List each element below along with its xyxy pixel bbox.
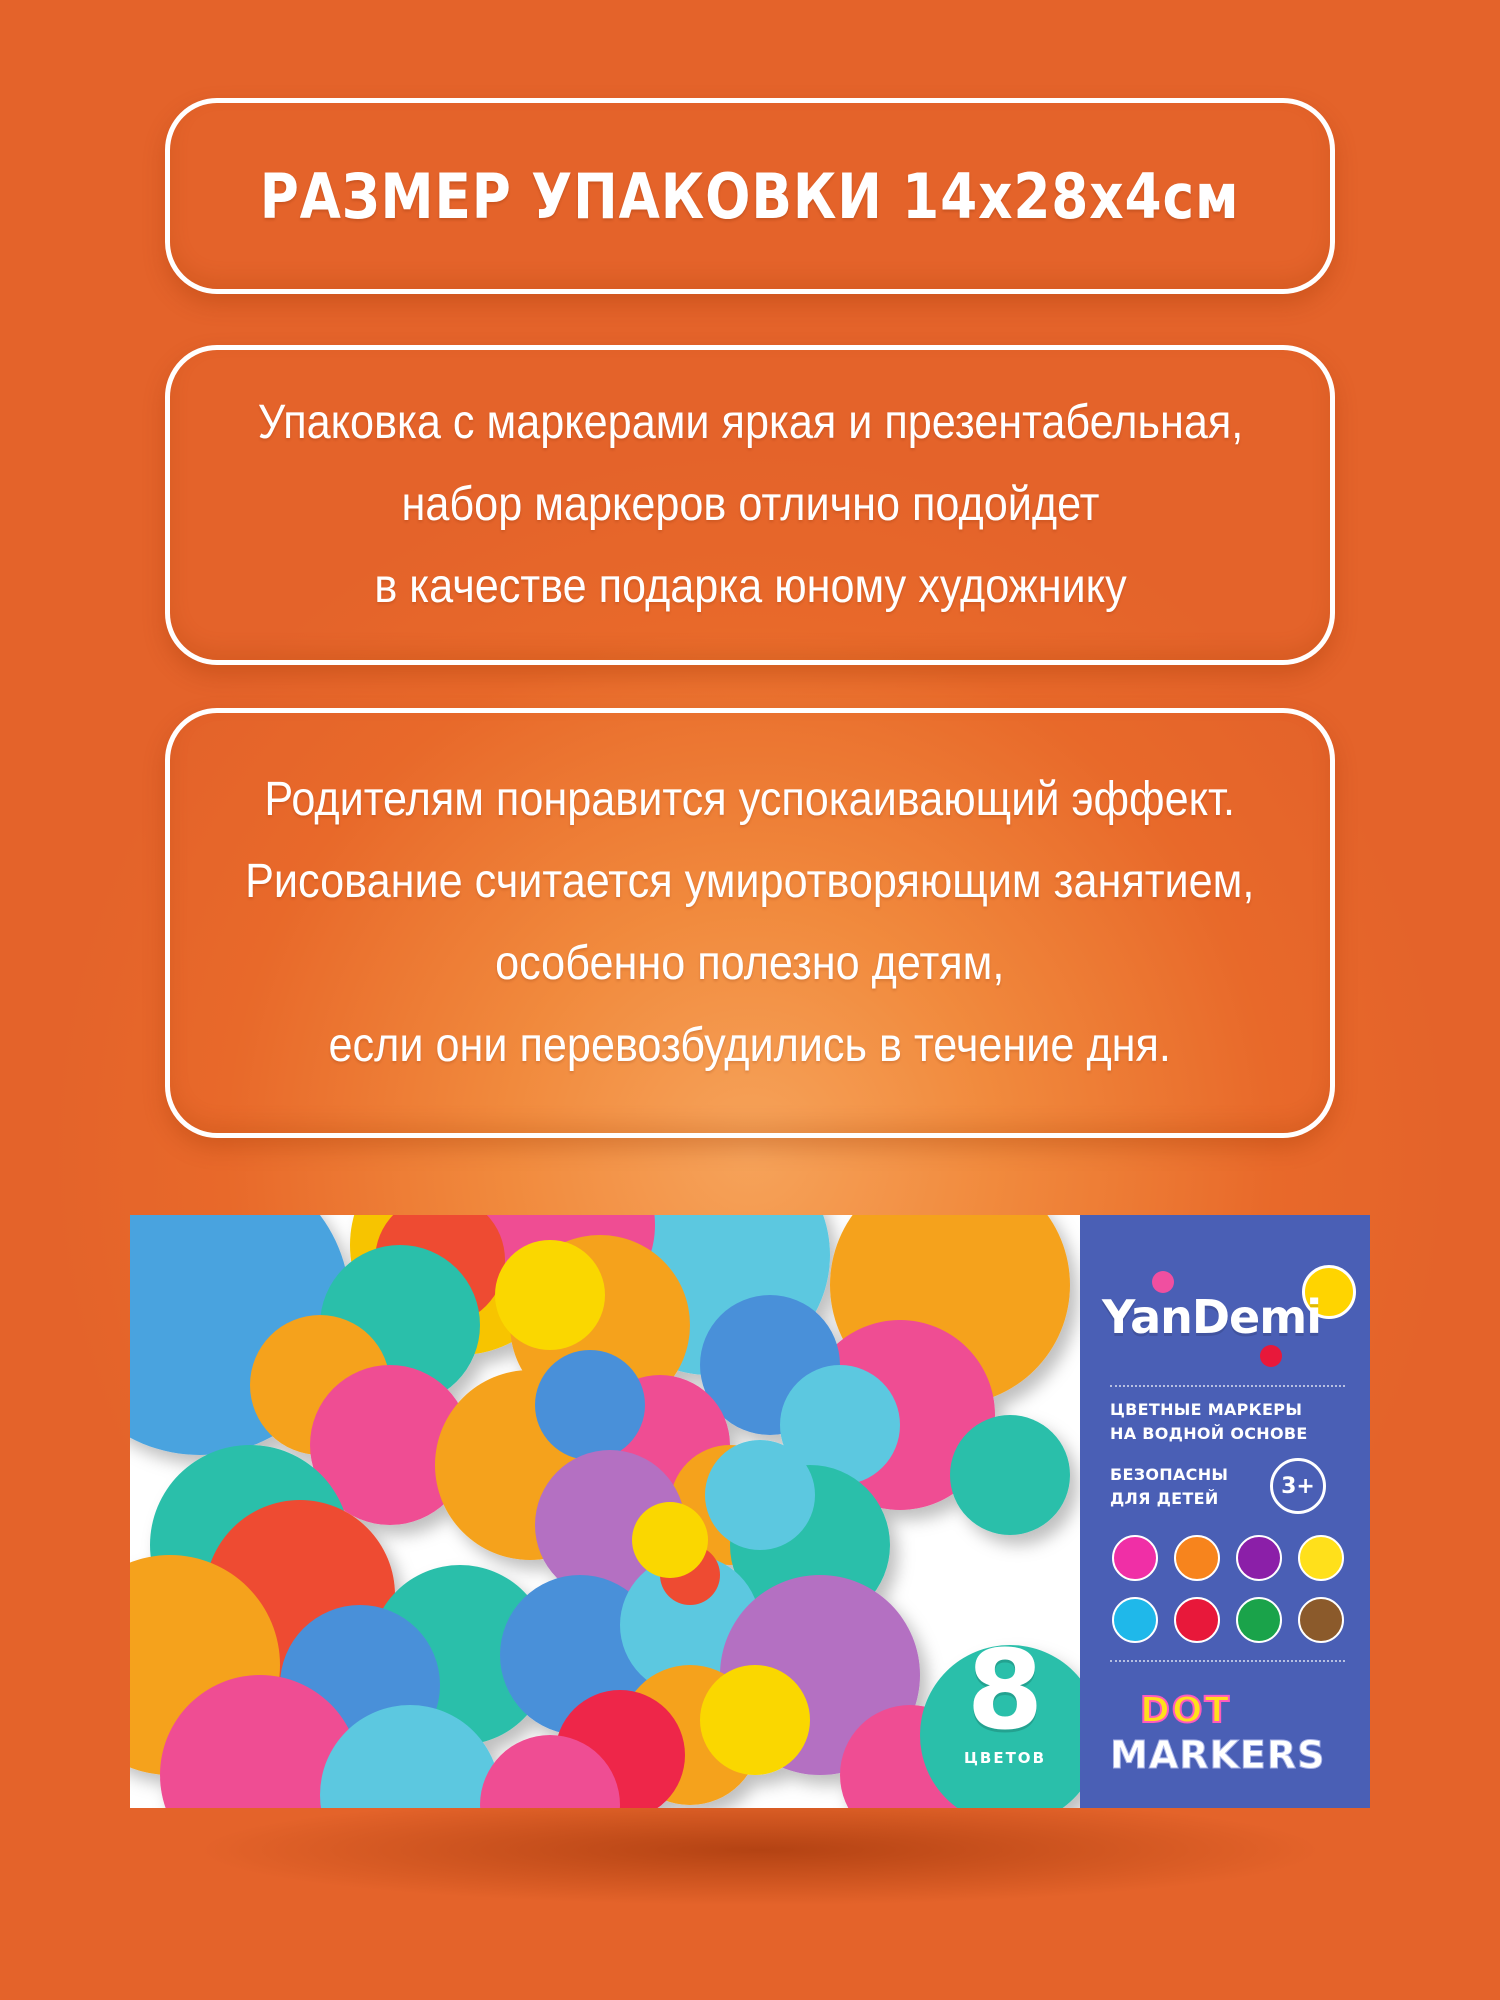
parents-benefit-panel [165,708,1335,1138]
parents-line: если они перевозбудились в течение дня. [328,1019,1172,1072]
divider [1110,1385,1345,1387]
safety-line: БЕЗОПАСНЫ [1110,1465,1229,1484]
box-floor-shadow [150,1790,1370,1910]
age-badge: 3+ [1270,1458,1326,1514]
dot-logo-word: DOT [1140,1690,1232,1731]
swatch-purple [1236,1535,1282,1581]
box-side-panel [1080,1215,1370,1808]
product-subtitle-line: ЦВЕТНЫЕ МАРКЕРЫ [1110,1400,1303,1419]
color-count-word: ЦВЕТОВ [963,1749,1046,1767]
parents-line: особенно полезно детям, [495,937,1005,990]
box-front-artwork [130,1215,1080,1808]
parents-line: Рисование считается умиротворяющим занятием, [245,855,1255,908]
parents-description [189,762,1310,1084]
color-count-number: 8 [966,1626,1044,1754]
swatch-orange [1174,1535,1220,1581]
colorful-circles-illustration [130,1215,1080,1808]
packaging-line: набор маркеров отлично подойдет [401,478,1099,531]
package-size-title: РАЗМЕР УПАКОВКИ 14х28х4см [260,159,1240,233]
swatch-yellow [1298,1535,1344,1581]
color-swatches [1112,1535,1352,1643]
divider [1110,1660,1345,1662]
packaging-description-panel [165,345,1335,665]
color-count [945,1626,1065,1767]
packaging-line: Упаковка с маркерами яркая и презентабельная, [257,396,1243,449]
swatch-pink [1112,1535,1158,1581]
swatch-green [1236,1597,1282,1643]
parents-line: Родителям понравится успокаивающий эффект. [264,773,1236,826]
packaging-line: в качестве подарка юному художнику [373,560,1127,613]
swatch-brown [1298,1597,1344,1643]
brand-name: YanDemi [1102,1290,1321,1344]
safety-line: ДЛЯ ДЕТЕЙ [1110,1489,1219,1508]
packaging-description [203,385,1298,625]
safety-note [1110,1463,1228,1511]
product-subtitle-line: НА ВОДНОЙ ОСНОВЕ [1110,1424,1308,1443]
markers-logo-word: MARKERS [1110,1733,1326,1777]
swatch-blue [1112,1597,1158,1643]
product-subtitle [1110,1398,1308,1446]
swatch-red [1174,1597,1220,1643]
package-size-panel [165,98,1335,294]
logo-red-dot [1260,1345,1282,1367]
brand-logo [1080,1265,1370,1375]
product-box [130,1215,1370,1808]
